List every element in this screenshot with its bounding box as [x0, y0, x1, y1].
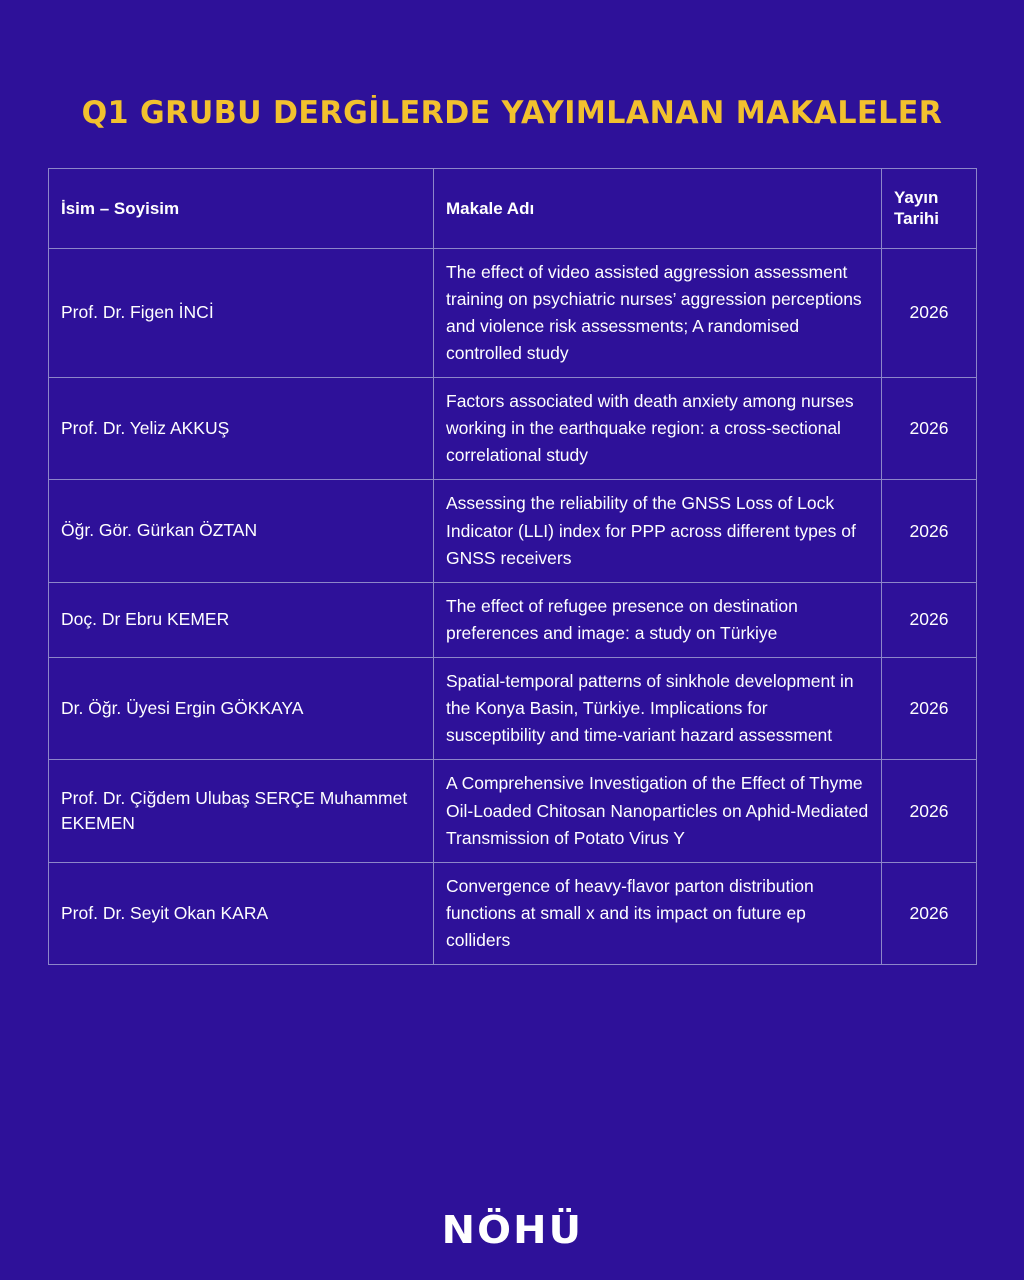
cell-article-title: Factors associated with death anxiety among nurses working in the earthquake region: a cross-sectional correlational study — [434, 378, 882, 480]
table-row — [49, 658, 977, 760]
cell-article-title: Assessing the reliability of the GNSS Loss of Lock Indicator (LLI) index for PPP across different types of GNSS receivers — [434, 480, 882, 582]
column-header-date — [882, 169, 977, 249]
column-header-date-line1: Yayın — [894, 188, 939, 208]
cell-article-title: Spatial-temporal patterns of sinkhole development in the Konya Basin, Türkiye. Implications for susceptibility and time-variant hazard assessment — [434, 658, 882, 760]
cell-publication-year: 2026 — [882, 582, 977, 657]
table-row — [49, 480, 977, 582]
table-row — [49, 760, 977, 862]
cell-publication-year: 2026 — [882, 658, 977, 760]
nohu-logo: NÖHÜ — [441, 1208, 583, 1252]
cell-author-name: Prof. Dr. Çiğdem Ulubaş SERÇE Muhammet EKEMEN — [49, 760, 434, 862]
cell-author-name: Doç. Dr Ebru KEMER — [49, 582, 434, 657]
cell-author-name: Dr. Öğr. Üyesi Ergin GÖKKAYA — [49, 658, 434, 760]
cell-publication-year: 2026 — [882, 248, 977, 378]
table-header — [49, 169, 977, 249]
cell-publication-year: 2026 — [882, 760, 977, 862]
column-header-name: İsim – Soyisim — [49, 169, 434, 249]
cell-publication-year: 2026 — [882, 480, 977, 582]
column-header-article: Makale Adı — [434, 169, 882, 249]
page-title: Q1 GRUBU DERGİLERDE YAYIMLANAN MAKALELER — [81, 95, 943, 131]
cell-article-title: A Comprehensive Investigation of the Effect of Thyme Oil-Loaded Chitosan Nanoparticles on Aphid-Mediated Transmission of Potato Virus Y — [434, 760, 882, 862]
publications-table-container — [48, 168, 976, 965]
table-header-row — [49, 169, 977, 249]
cell-publication-year: 2026 — [882, 378, 977, 480]
publications-table — [48, 168, 977, 965]
cell-author-name: Prof. Dr. Seyit Okan KARA — [49, 862, 434, 964]
cell-article-title: Convergence of heavy-flavor parton distribution functions at small x and its impact on future ep colliders — [434, 862, 882, 964]
cell-article-title: The effect of refugee presence on destination preferences and image: a study on Türkiye — [434, 582, 882, 657]
table-row — [49, 248, 977, 378]
table-row — [49, 862, 977, 964]
cell-author-name: Öğr. Gör. Gürkan ÖZTAN — [49, 480, 434, 582]
cell-article-title: The effect of video assisted aggression assessment training on psychiatric nurses’ aggression perceptions and violence risk assessments; A randomised controlled study — [434, 248, 882, 378]
table-row — [49, 378, 977, 480]
cell-author-name: Prof. Dr. Yeliz AKKUŞ — [49, 378, 434, 480]
table-body — [49, 248, 977, 965]
cell-author-name: Prof. Dr. Figen İNCİ — [49, 248, 434, 378]
cell-publication-year: 2026 — [882, 862, 977, 964]
column-header-date-line2: Tarihi — [894, 209, 940, 229]
footer — [0, 1208, 1024, 1252]
table-row — [49, 582, 977, 657]
